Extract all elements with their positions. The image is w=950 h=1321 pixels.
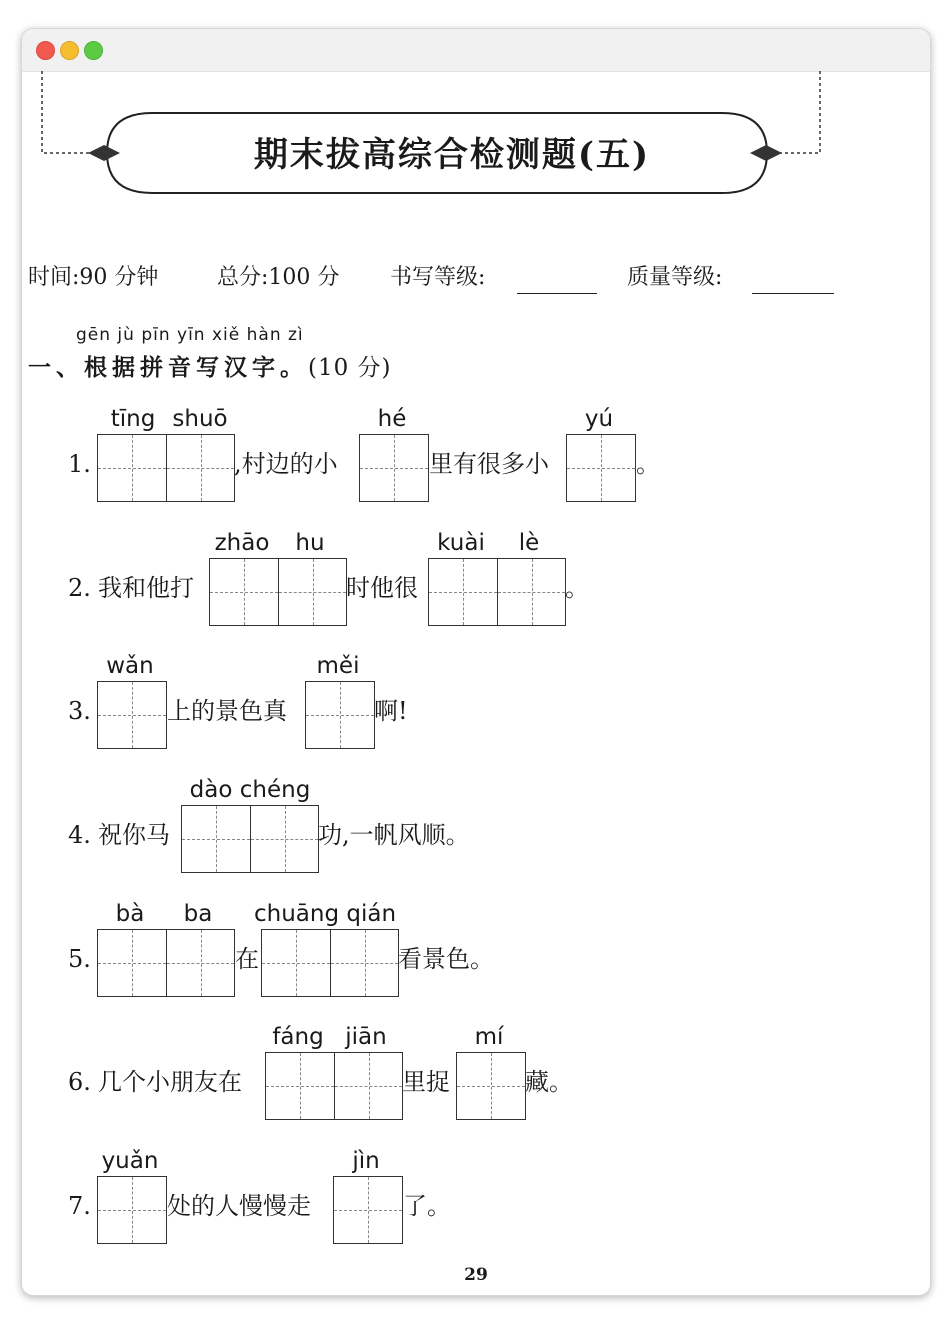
pinyin-hint: jiān: [345, 1024, 387, 1050]
question-7: [22, 1148, 930, 1268]
question-text: 啊!: [374, 697, 408, 725]
answer-cell[interactable]: [182, 806, 250, 872]
answer-cell[interactable]: [250, 806, 318, 872]
question-text: 我和他打: [98, 574, 194, 602]
question-number: 3.: [68, 697, 91, 725]
quality-grade-label: 质量等级:: [627, 265, 723, 290]
pinyin-hint: ba: [183, 901, 213, 927]
answer-boxes[interactable]: [209, 558, 347, 626]
answer-boxes[interactable]: [359, 434, 429, 502]
answer-boxes[interactable]: [97, 929, 235, 997]
question-5: [22, 901, 930, 1021]
question-1: [22, 406, 930, 526]
answer-cell[interactable]: [497, 559, 565, 625]
writing-grade-blank[interactable]: [517, 293, 597, 294]
answer-cell[interactable]: [457, 1053, 525, 1119]
section-heading-text: 一、根据拼音写汉字。: [28, 355, 308, 381]
answer-boxes[interactable]: [456, 1052, 526, 1120]
question-text: 功,一帆风顺。: [318, 821, 470, 849]
page-number: 29: [464, 1265, 488, 1285]
pinyin-hint: kuài: [437, 530, 485, 556]
answer-cell[interactable]: [98, 682, 166, 748]
answer-cell[interactable]: [278, 559, 346, 625]
question-6: [22, 1024, 930, 1144]
answer-boxes[interactable]: [265, 1052, 403, 1120]
pinyin-hint: zhāo: [214, 530, 270, 556]
pinyin-hint: hu: [295, 530, 325, 556]
pinyin-hint: chuāng qián: [254, 901, 397, 927]
answer-cell[interactable]: [98, 930, 166, 996]
writing-grade-label: 书写等级:: [390, 265, 486, 290]
question-text: 里捉: [402, 1068, 450, 1096]
section-heading-pinyin: gēn jù pīn yīn xiě hàn zì: [76, 325, 304, 345]
pinyin-hint: jìn: [352, 1148, 380, 1174]
answer-cell[interactable]: [262, 930, 330, 996]
answer-boxes[interactable]: [305, 681, 375, 749]
answer-cell[interactable]: [429, 559, 497, 625]
question-text: 祝你马: [98, 821, 170, 849]
pinyin-hint: bà: [115, 901, 145, 927]
question-text: 看景色。: [398, 945, 494, 973]
pinyin-hint: hé: [377, 406, 407, 432]
exam-title: 期末拔高综合检测题(五): [253, 135, 651, 175]
question-text: 上的景色真: [167, 697, 287, 725]
answer-boxes[interactable]: [333, 1176, 403, 1244]
question-text: 处的人慢慢走: [167, 1192, 311, 1220]
question-text: 。: [565, 574, 589, 602]
answer-cell[interactable]: [166, 930, 234, 996]
question-text: 里有很多小: [429, 450, 549, 478]
pinyin-hint: fáng: [272, 1024, 324, 1050]
question-text: 了。: [403, 1192, 451, 1220]
answer-cell[interactable]: [330, 930, 398, 996]
exam-total-score: 总分:100 分: [217, 265, 340, 290]
question-text: 藏。: [525, 1068, 573, 1096]
pinyin-hint: mí: [474, 1024, 504, 1050]
answer-boxes[interactable]: [428, 558, 566, 626]
answer-cell[interactable]: [166, 435, 234, 501]
pinyin-hint: yuǎn: [101, 1148, 159, 1174]
answer-boxes[interactable]: [97, 681, 167, 749]
answer-cell[interactable]: [266, 1053, 334, 1119]
question-4: [22, 777, 930, 897]
question-number: 4.: [68, 821, 91, 849]
answer-boxes[interactable]: [566, 434, 636, 502]
exam-time: 时间:90 分钟: [28, 265, 159, 290]
answer-cell[interactable]: [98, 1177, 166, 1243]
question-number: 1.: [68, 450, 91, 478]
question-number: 5.: [68, 945, 91, 973]
question-number: 2.: [68, 574, 91, 602]
answer-cell[interactable]: [360, 435, 428, 501]
pinyin-hint: shuō: [172, 406, 228, 432]
pinyin-hint: lè: [518, 530, 540, 556]
section-score: (10 分): [308, 355, 392, 381]
answer-cell[interactable]: [210, 559, 278, 625]
question-text: 几个小朋友在: [98, 1068, 242, 1096]
quality-grade-blank[interactable]: [752, 293, 834, 294]
answer-cell[interactable]: [334, 1053, 402, 1119]
answer-boxes[interactable]: [97, 434, 235, 502]
pinyin-hint: tīng: [110, 406, 156, 432]
question-number: 7.: [68, 1192, 91, 1220]
section-heading: [28, 349, 392, 382]
answer-cell[interactable]: [98, 435, 166, 501]
question-text: ,村边的小: [234, 450, 338, 478]
pinyin-hint: yú: [584, 406, 614, 432]
answer-cell[interactable]: [306, 682, 374, 748]
question-3: [22, 653, 930, 773]
answer-boxes[interactable]: [261, 929, 399, 997]
document-window: [21, 28, 931, 1296]
answer-cell[interactable]: [567, 435, 635, 501]
question-number: 6.: [68, 1068, 91, 1096]
question-2: [22, 530, 930, 650]
pinyin-hint: wǎn: [106, 653, 154, 679]
answer-boxes[interactable]: [97, 1176, 167, 1244]
pinyin-hint: měi: [316, 653, 360, 679]
answer-cell[interactable]: [334, 1177, 402, 1243]
answer-boxes[interactable]: [181, 805, 319, 873]
pinyin-hint: dào chéng: [189, 777, 311, 803]
question-text: 时他很: [346, 574, 418, 602]
question-text: 在: [235, 945, 259, 973]
question-text: 。: [636, 450, 660, 478]
